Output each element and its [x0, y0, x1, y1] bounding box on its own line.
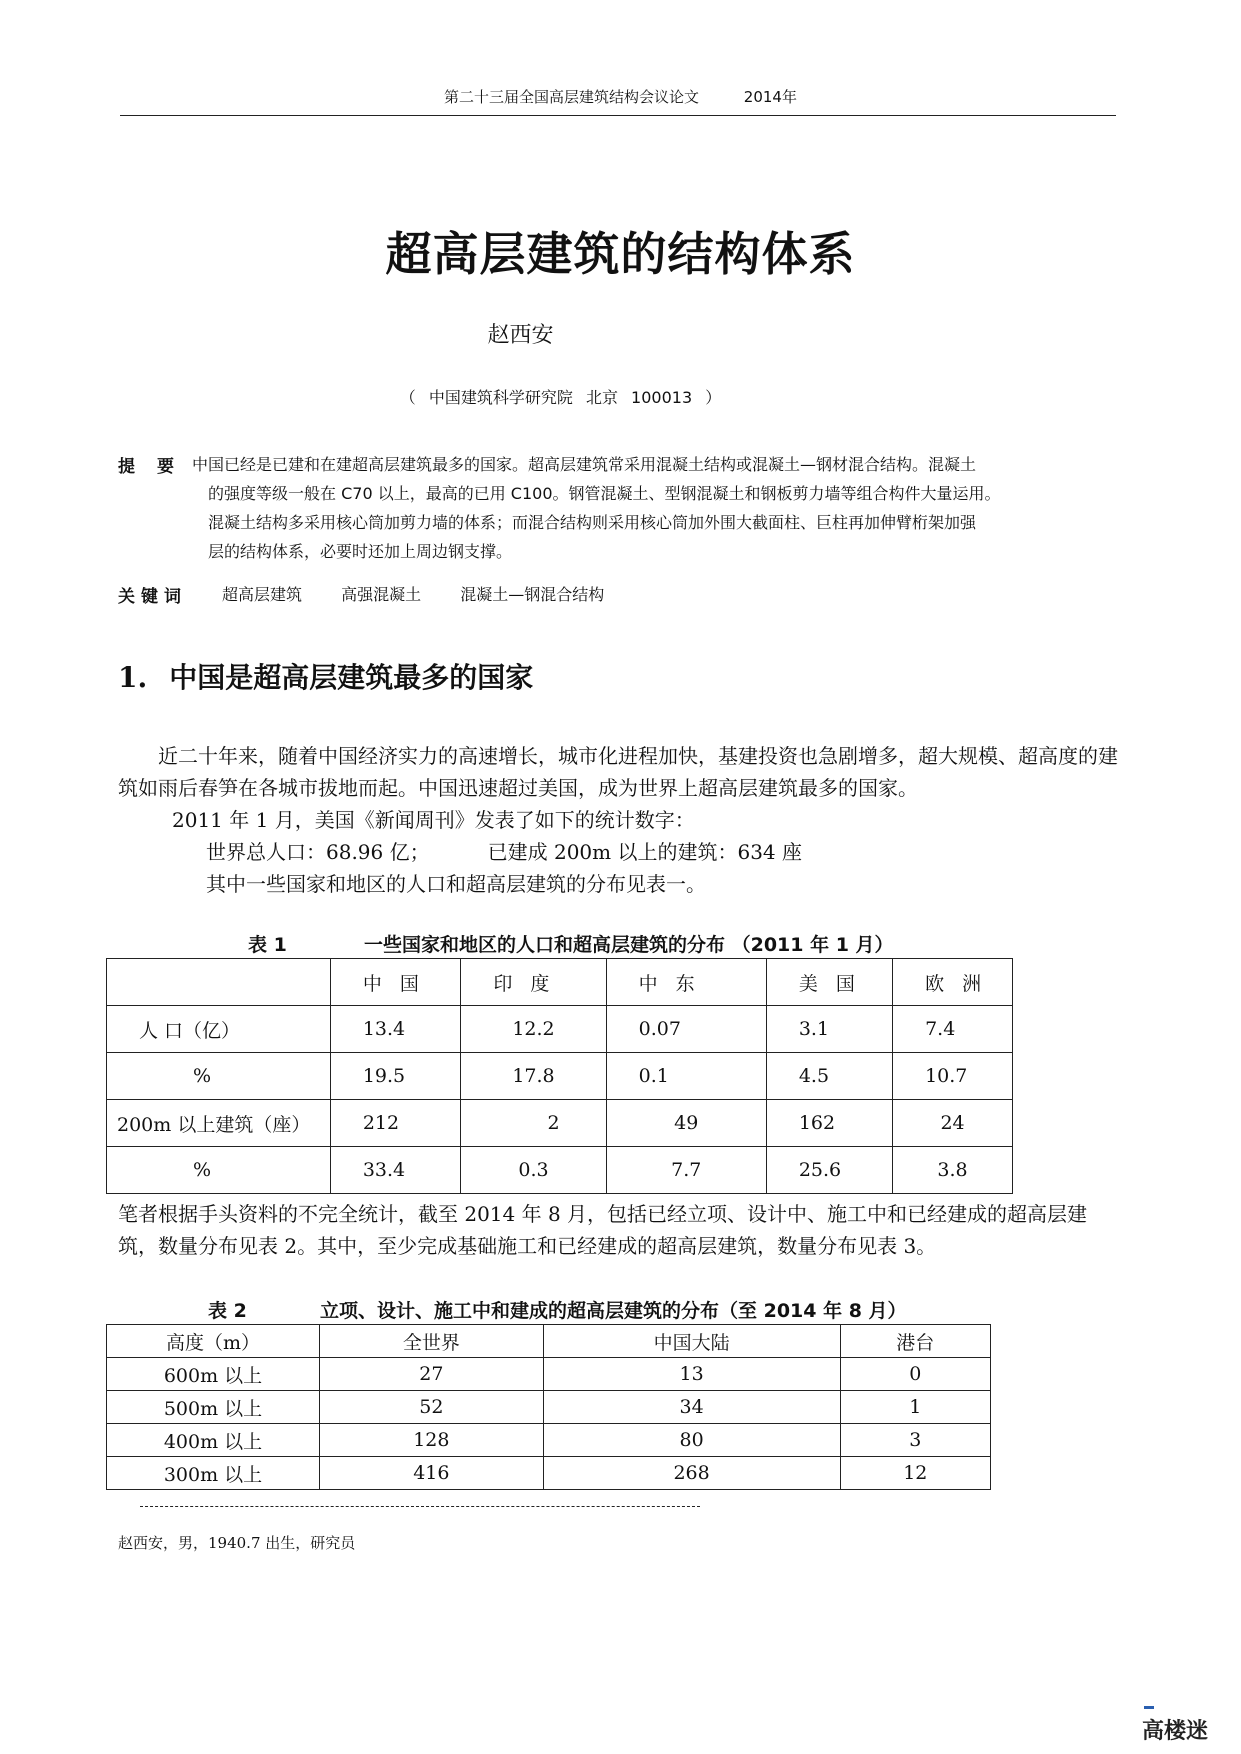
cell: 12: [840, 1457, 990, 1490]
row-label: %: [107, 1053, 331, 1100]
watermark-logo: [1140, 1700, 1230, 1744]
cell: 7.4: [893, 1006, 1013, 1053]
table-row: [107, 1424, 991, 1457]
cell: 10.7: [893, 1053, 1013, 1100]
keyword: 高强混凝土: [341, 585, 422, 604]
world-population: 世界总人口：68.96 亿；: [206, 840, 430, 864]
running-header: [0, 86, 1241, 107]
cell: 17.8: [461, 1053, 606, 1100]
table-row: [107, 1391, 991, 1424]
affiliation: （ 中国建筑科学研究院 北京 100013 ）: [399, 388, 722, 407]
header-cell: 印度: [461, 959, 606, 1006]
row-label: 人 口（亿）: [107, 1006, 331, 1053]
table1: [106, 958, 1013, 1194]
cell: 1: [840, 1391, 990, 1424]
cell: 19.5: [330, 1053, 460, 1100]
cell: 49: [606, 1100, 766, 1147]
statistics-line: [206, 836, 1206, 868]
abstract-line: 层的结构体系，必要时还加上周边钢支撑。: [208, 542, 513, 561]
watermark-logo-icon: [1140, 1700, 1230, 1744]
cell: 416: [320, 1457, 544, 1490]
row-label: 400m 以上: [107, 1424, 320, 1457]
building-count: 已建成 200m 以上的建筑：634 座: [487, 840, 803, 864]
paragraph: 近二十年来，随着中国经济实力的高速增长，城市化进程加快，基建投资也急剧增多，超大规模、超高度的建筑如雨后春笋在各城市拔地而起。中国迅速超过美国，成为世界上超高层建筑最多的国家。: [118, 744, 1118, 800]
row-label: 600m 以上: [107, 1358, 320, 1391]
cell: 24: [893, 1100, 1013, 1147]
header-cell: 全世界: [320, 1325, 544, 1358]
table2-label: 表 2: [208, 1300, 247, 1322]
table-row: [107, 1100, 1013, 1147]
keyword: 混凝土—钢混合结构: [460, 585, 605, 604]
table-row: [107, 1006, 1013, 1053]
author-footnote: 赵西安，男，1940.7 出生，研究员: [118, 1534, 356, 1552]
table-header-row: [107, 1325, 991, 1358]
header-conference: 第二十三届全国高层建筑结构会议论文: [444, 88, 700, 106]
header-cell: 港台: [840, 1325, 990, 1358]
cell: 3: [840, 1424, 990, 1457]
cell: 3.8: [893, 1147, 1013, 1194]
cell: 34: [543, 1391, 840, 1424]
cell: 13: [543, 1358, 840, 1391]
header-cell: [107, 959, 331, 1006]
table-row: [107, 1358, 991, 1391]
cell: 0.07: [606, 1006, 766, 1053]
table1-caption: 一些国家和地区的人口和超高层建筑的分布 （2011 年 1 月）: [364, 934, 894, 956]
table2: [106, 1324, 991, 1490]
paragraph: 2011 年 1 月，美国《新闻周刊》发表了如下的统计数字：: [172, 808, 695, 832]
table-header-row: [107, 959, 1013, 1006]
table-row: [107, 1053, 1013, 1100]
table-row: [107, 1457, 991, 1490]
abstract-line: 中国已经是已建和在建超高层建筑最多的国家。超高层建筑常采用混凝土结构或混凝土—钢材混合结构。混凝土: [192, 455, 977, 474]
cell: 27: [320, 1358, 544, 1391]
cell: 268: [543, 1457, 840, 1490]
header-cell: 中国大陆: [543, 1325, 840, 1358]
cell: 0.3: [461, 1147, 606, 1194]
cell: 52: [320, 1391, 544, 1424]
cell: 7.7: [606, 1147, 766, 1194]
table1-label: 表 1: [248, 934, 287, 956]
table-row: [107, 1147, 1013, 1194]
table2-caption: 立项、设计、施工中和建成的超高层建筑的分布（至 2014 年 8 月）: [320, 1300, 907, 1322]
paper-title: 超高层建筑的结构体系: [385, 227, 856, 281]
cell: 162: [766, 1100, 892, 1147]
header-year: 2014年: [743, 88, 797, 106]
cell: 128: [320, 1424, 544, 1457]
abstract-body: [192, 450, 1120, 566]
paragraph: 其中一些国家和地区的人口和超高层建筑的分布见表一。: [206, 872, 706, 896]
cell: 4.5: [766, 1053, 892, 1100]
row-label: %: [107, 1147, 331, 1194]
row-label: 200m 以上建筑（座）: [107, 1100, 331, 1147]
svg-text:高楼迷: 高楼迷: [1142, 1719, 1209, 1744]
keywords-list: [222, 582, 638, 605]
footnote-divider: [140, 1506, 700, 1507]
header-rule: [120, 115, 1116, 116]
paragraph: 笔者根据手头资料的不完全统计，截至 2014 年 8 月，包括已经立项、设计中、施工中和已经建成的超高层建筑，数量分布见表 2。其中，至少完成基础施工和已经建成的超高层建筑，数量分布见表 3。: [118, 1202, 1088, 1258]
cell: 212: [330, 1100, 460, 1147]
author: 赵西安: [487, 323, 554, 348]
section-heading: [118, 656, 533, 696]
cell: 25.6: [766, 1147, 892, 1194]
cell: 12.2: [461, 1006, 606, 1053]
abstract-line: 混凝土结构多采用核心筒加剪力墙的体系；而混合结构则采用核心筒加外围大截面柱、巨柱再加伸臂桁架加强: [208, 513, 977, 532]
abstract-label: 提要: [118, 457, 196, 477]
row-label: 500m 以上: [107, 1391, 320, 1424]
header-cell: 中东: [606, 959, 766, 1006]
header-cell: 中国: [330, 959, 460, 1006]
cell: 2: [461, 1100, 606, 1147]
cell: 0.1: [606, 1053, 766, 1100]
abstract-line: 的强度等级一般在 C70 以上，最高的已用 C100。钢管混凝土、型钢混凝土和钢板剪力墙等组合构件大量运用。: [208, 484, 1001, 503]
cell: 0: [840, 1358, 990, 1391]
header-cell: 美国: [766, 959, 892, 1006]
cell: 33.4: [330, 1147, 460, 1194]
cell: 3.1: [766, 1006, 892, 1053]
keyword: 超高层建筑: [222, 585, 303, 604]
keywords-label: 关键词: [118, 587, 187, 607]
row-label: 300m 以上: [107, 1457, 320, 1490]
cell: 13.4: [330, 1006, 460, 1053]
header-cell: 欧洲: [893, 959, 1013, 1006]
section-title: 中国是超高层建筑最多的国家: [169, 661, 534, 694]
header-cell: 高度（m）: [107, 1325, 320, 1358]
cell: 80: [543, 1424, 840, 1457]
section-number: 1.: [118, 661, 148, 694]
